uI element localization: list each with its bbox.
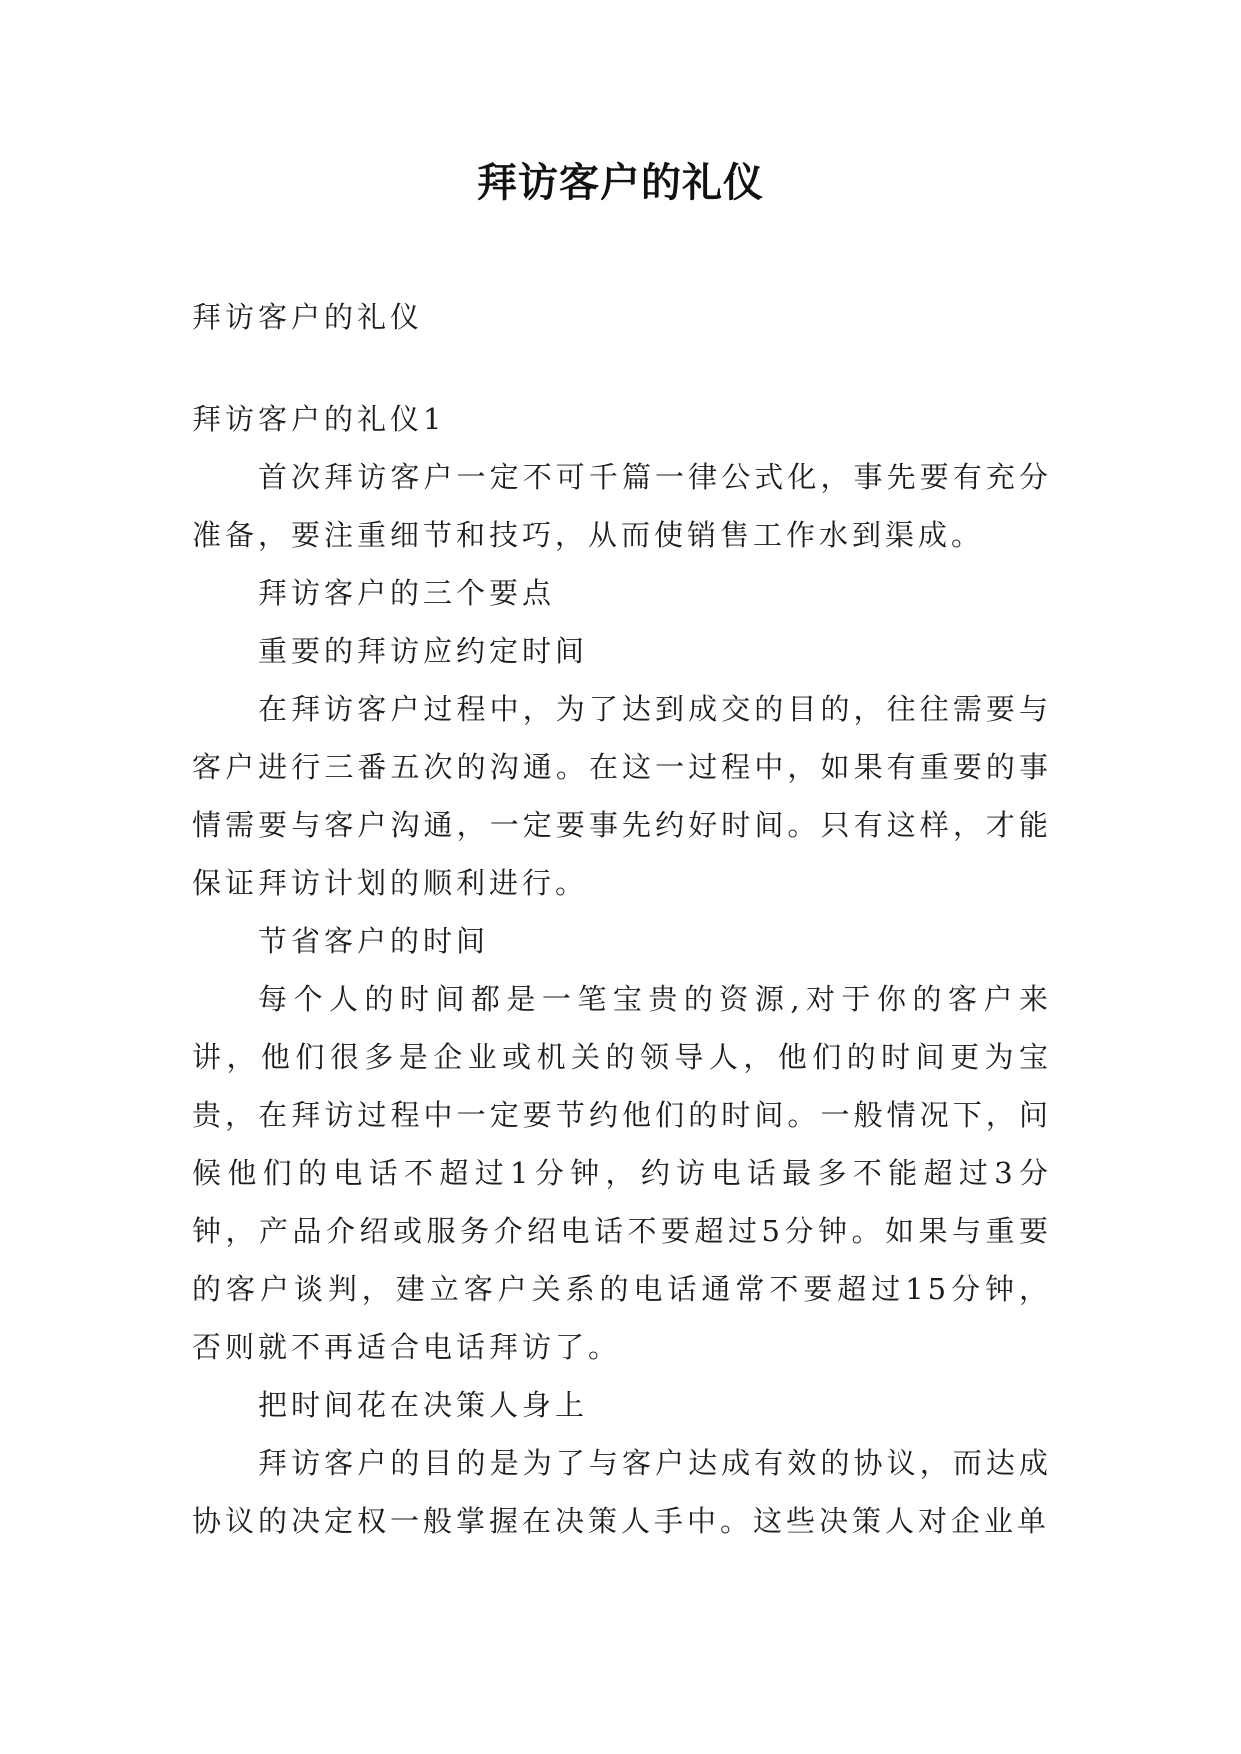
subheading: 拜访客户的三个要点 [258, 576, 556, 610]
document-title: 拜访客户的礼仪 [477, 160, 764, 206]
paragraph: 首次拜访客户一定不可千篇一律公式化，事先要有充分准备，要注重细节和技巧，从而使销售工作水到渠成。 [192, 460, 1052, 552]
document-body [192, 288, 1052, 1550]
paragraph: 每个人的时间都是一笔宝贵的资源,对于你的客户来讲，他们很多是企业或机关的领导人，他们的时间更为宝贵，在拜访过程中一定要节约他们的时间。一般情况下，问候他们的电话不超过1分钟，约访电话最多不能超过3分钟，产品介绍或服务介绍电话不要超过5分钟。如果与重要的客户谈判，建立客户关系的电话通常不要超过15分钟，否则就不再适合电话拜访了。 [192, 982, 1052, 1364]
section-heading: 拜访客户的礼仪1 [192, 402, 446, 436]
subheading: 重要的拜访应约定时间 [258, 634, 589, 668]
body-heading: 拜访客户的礼仪 [192, 300, 424, 334]
paragraph: 在拜访客户过程中，为了达到成交的目的，往往需要与客户进行三番五次的沟通。在这一过程中，如果有重要的事情需要与客户沟通，一定要事先约好时间。只有这样，才能保证拜访计划的顺利进行。 [192, 692, 1052, 900]
subheading: 节省客户的时间 [258, 924, 490, 958]
paragraph-gap [192, 346, 1052, 390]
paragraph: 拜访客户的目的是为了与客户达成有效的协议，而达成协议的决定权一般掌握在决策人手中。这些决策人对企业单 [192, 1446, 1052, 1538]
subheading: 把时间花在决策人身上 [258, 1388, 589, 1422]
